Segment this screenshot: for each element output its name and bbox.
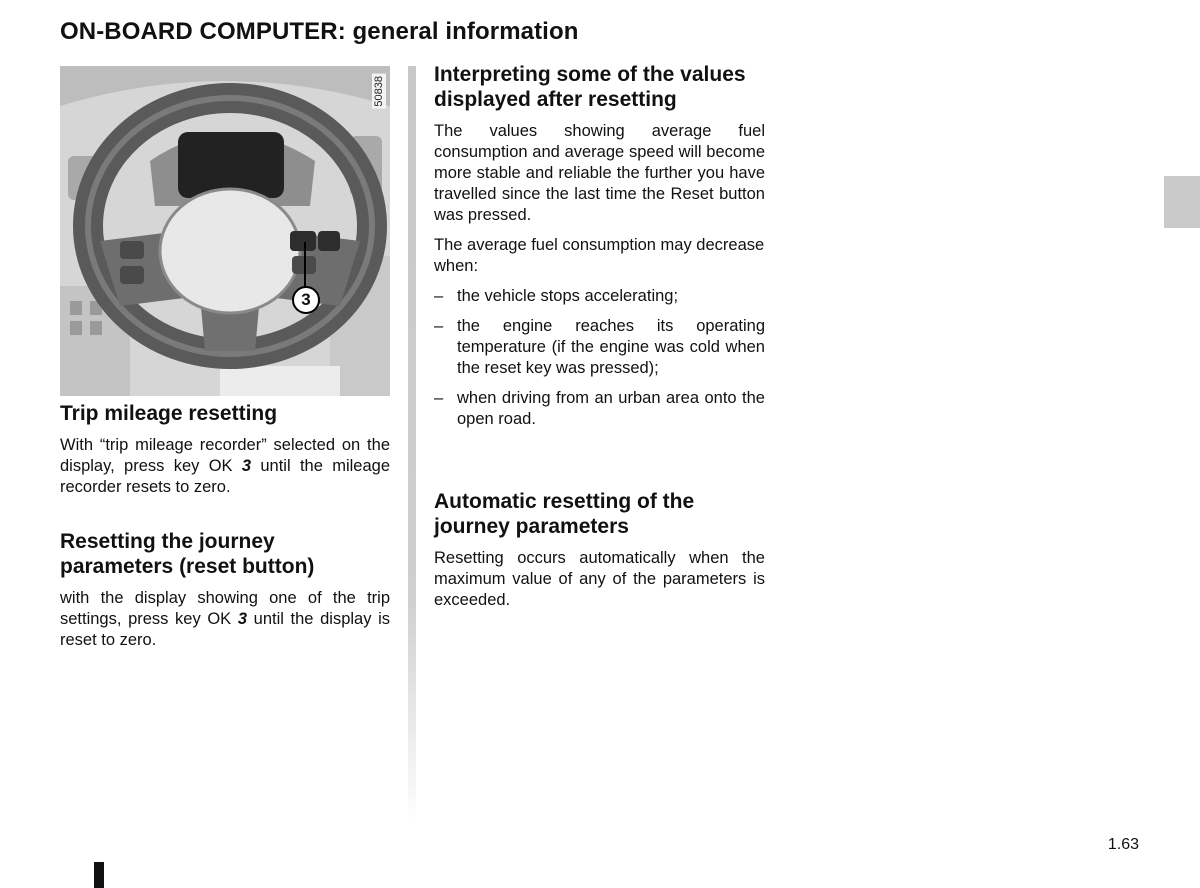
trip-text-b: until the mileage recorder resets to zero. [60, 457, 390, 496]
dash-marker: – [434, 389, 444, 407]
figure-reference-number: 50838 [373, 76, 385, 107]
list-item-text: when driving from an urban area onto the open road. [457, 389, 765, 428]
reset-text-a: with the display showing one of the trip settings, press key OK [60, 589, 390, 628]
list-item-text: the vehicle stops accelerating; [457, 287, 679, 305]
corner-mark [94, 862, 104, 888]
interpreting-para-2: The average fuel consumption may decrease when: [434, 236, 765, 275]
callout-3 [292, 286, 320, 314]
automatic-section [434, 489, 765, 611]
page-number: 1.63 [1107, 836, 1139, 853]
reset-section [60, 529, 390, 651]
decrease-conditions-list [434, 286, 765, 430]
list-item [434, 316, 765, 379]
dash-marker: – [434, 287, 444, 305]
key-3: 3 [241, 457, 252, 475]
column-divider [408, 66, 416, 826]
interpreting-heading: Interpreting some of the values displayed after resetting [434, 63, 746, 111]
interpreting-para-1: The values showing average fuel consumption and average speed will become more stable and reliable the further you have travelled since the last time the Reset button was pressed. [434, 122, 765, 224]
automatic-heading: Automatic resetting of the journey parameters [434, 490, 695, 538]
reset-text-b: until the display is reset to zero. [60, 610, 390, 649]
reset-heading: Resetting the journey parameters (reset button) [60, 530, 315, 578]
trip-mileage-section [60, 401, 390, 498]
interpreting-section [434, 62, 765, 439]
steering-wheel-illustration [60, 66, 390, 396]
trip-mileage-heading: Trip mileage resetting [60, 402, 278, 425]
list-item-text: the engine reaches its operating temperature (if the engine was cold when the reset key was pressed); [457, 317, 765, 377]
trip-mileage-text [60, 435, 390, 498]
trip-text-a: With “trip mileage recorder” selected on the display, press key OK [60, 436, 390, 475]
list-item [434, 388, 765, 430]
key-3: 3 [237, 610, 248, 628]
list-item [434, 286, 765, 307]
steering-wheel-figure [60, 66, 390, 396]
automatic-text: Resetting occurs automatically when the maximum value of any of the parameters is exceeded. [434, 549, 765, 609]
callout-label: 3 [301, 290, 311, 309]
page-title: ON-BOARD COMPUTER: general information [60, 18, 579, 45]
dash-marker: – [434, 317, 444, 335]
chapter-tab [1164, 176, 1200, 228]
reset-text [60, 588, 390, 651]
